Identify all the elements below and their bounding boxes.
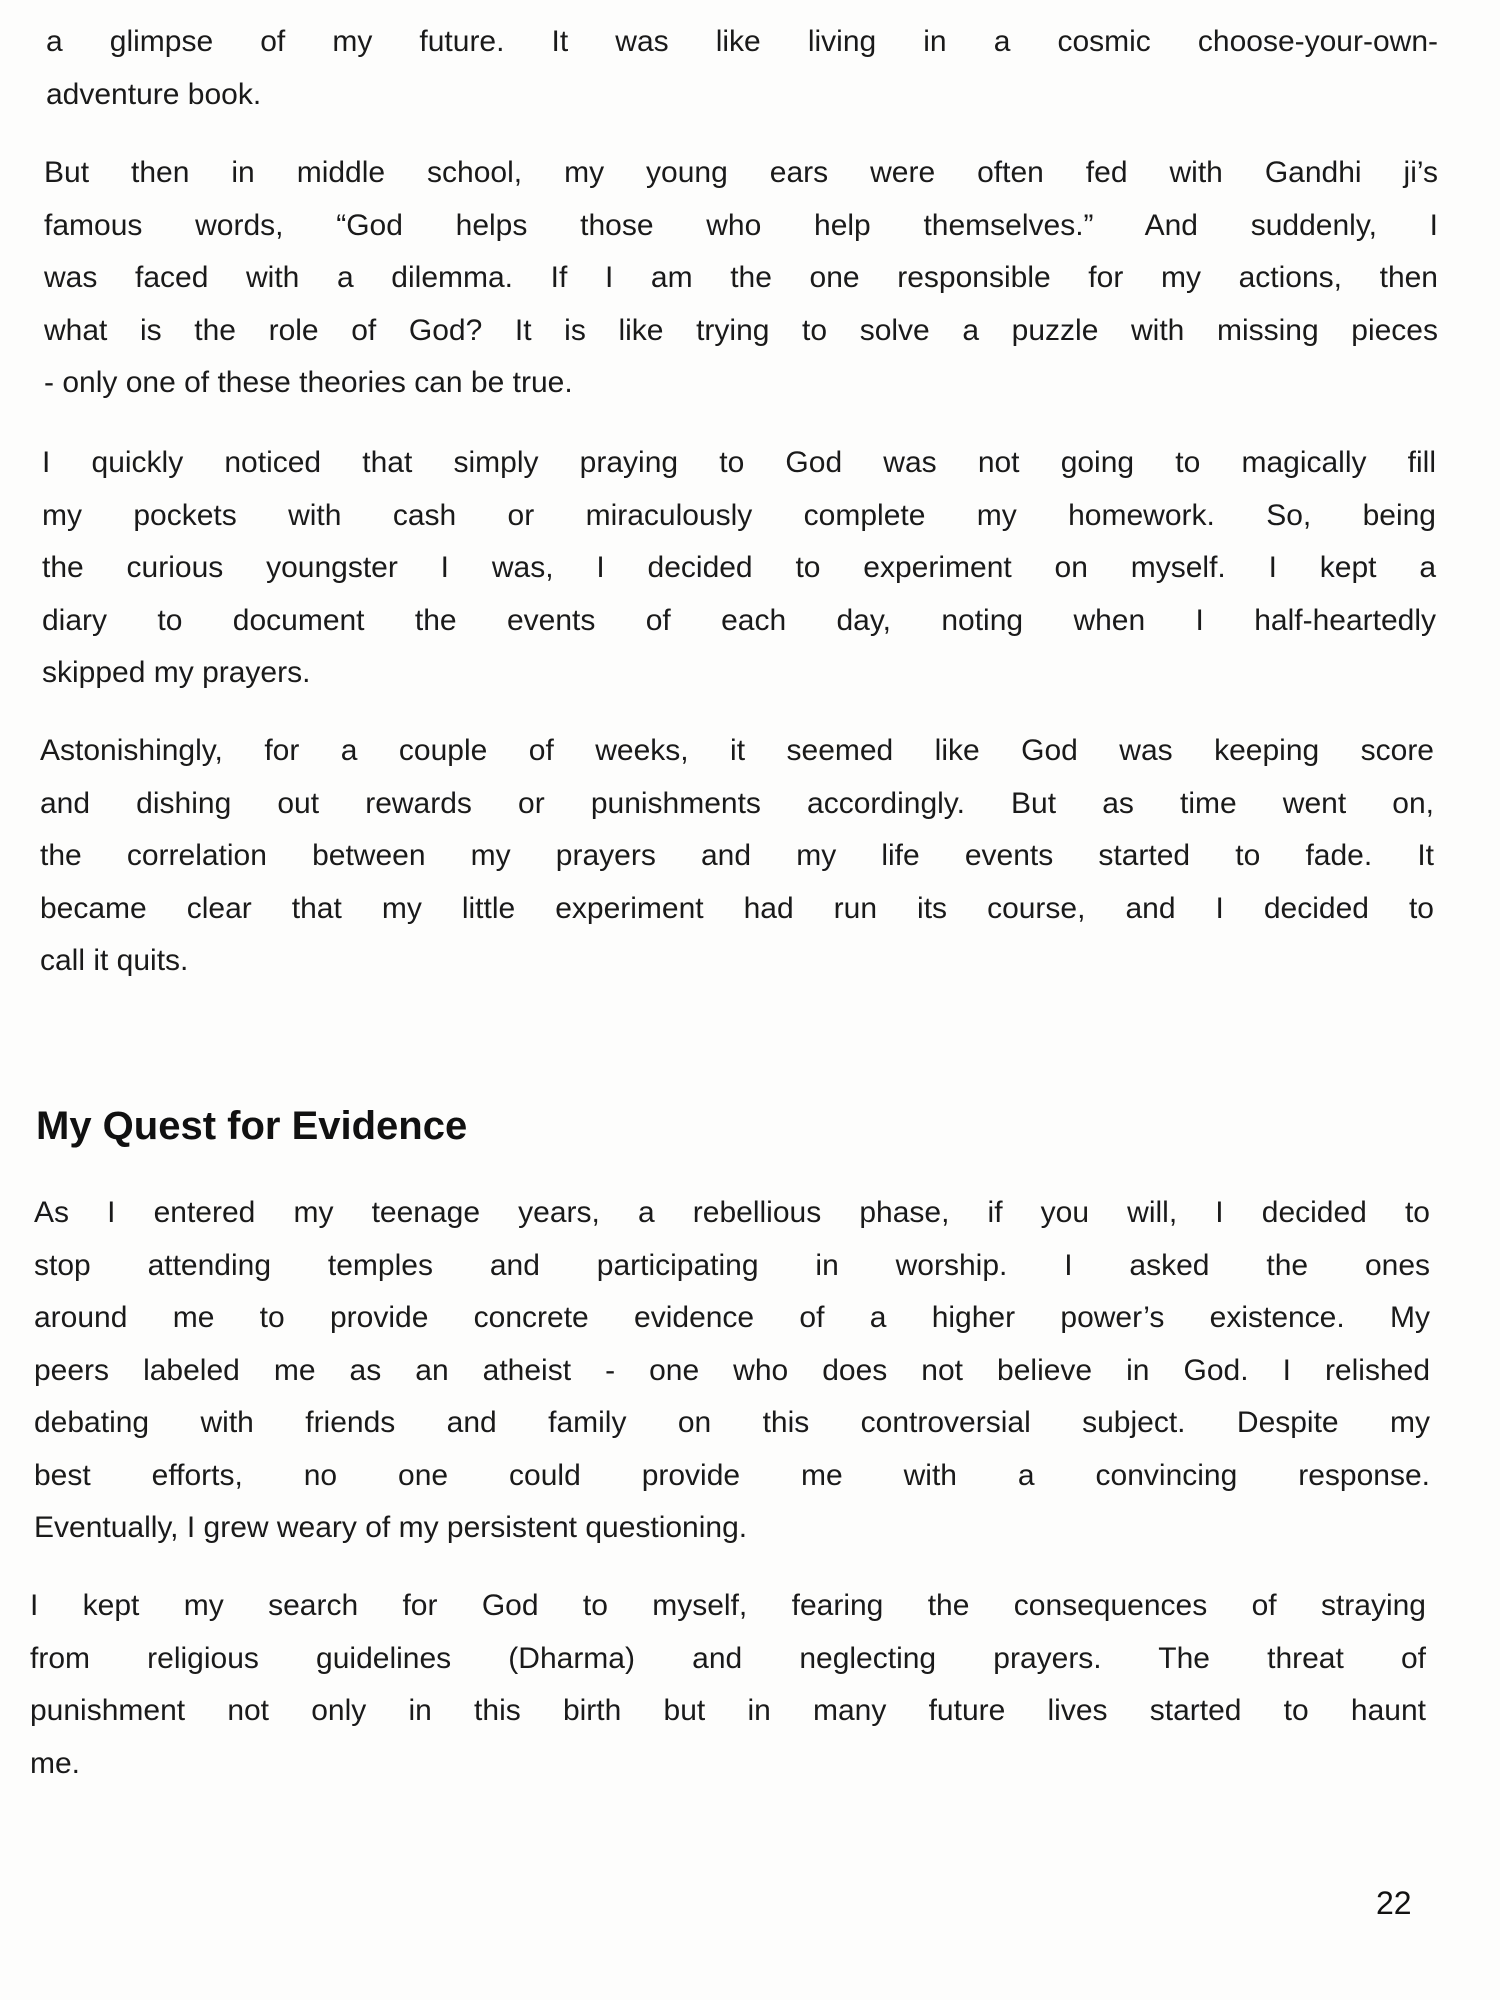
text-line: what is the role of God? It is like trying to solve a puzzle with missing pieces [44,313,1438,347]
text-line: the curious youngster I was, I decided to experiment on myself. I kept a [42,551,1436,584]
paragraph-4 [40,725,1434,988]
text-line: diary to document the events of each day, noting when I half-heartedly [42,603,1436,637]
text-line: call it quits. [40,944,189,977]
text-line: became clear that my little experiment had run its course, and I decided to [40,891,1434,925]
text-line: - only one of these theories can be true. [44,366,573,399]
text-line: my pockets with cash or miraculously complete my homework. So, being [42,498,1436,532]
text-line: stop attending temples and participating in worship. I asked the ones [34,1248,1430,1282]
text-line: and dishing out rewards or punishments accordingly. But as time went on, [40,786,1434,820]
text-line: But then in middle school, my young ears were often fed with Gandhi ji’s [44,156,1438,189]
text-line: adventure book. [46,77,262,111]
text-line: peers labeled me as an atheist - one who does not believe in God. I relished [34,1353,1430,1387]
text-line: best efforts, no one could provide me with a convincing response. [34,1458,1430,1492]
text-line: the correlation between my prayers and my life events started to fade. It [40,839,1434,872]
paragraph-1 [46,16,1438,121]
text-line: As I entered my teenage years, a rebellious phase, if you will, I decided to [34,1196,1430,1229]
text-line: I quickly noticed that simply praying to God was not going to magically fill [42,446,1436,479]
text-line: Eventually, I grew weary of my persistent questioning. [34,1511,748,1544]
paragraph-5 [34,1187,1430,1555]
paragraph-2 [44,147,1438,410]
text-line: famous words, “God helps those who help themselves.” And suddenly, I [44,208,1438,242]
text-line: a glimpse of my future. It was like living in a cosmic choose-your-own- [46,25,1438,58]
text-line: around me to provide concrete evidence of a higher power’s existence. My [34,1301,1430,1334]
section-heading: My Quest for Evidence [36,1104,468,1148]
text-line: I kept my search for God to myself, fearing the consequences of straying [30,1589,1426,1622]
text-line: me. [30,1746,81,1780]
text-line: from religious guidelines (Dharma) and neglecting prayers. The threat of [30,1641,1426,1675]
page-number: 22 [1376,1885,1412,1921]
text-line: was faced with a dilemma. If I am the one responsible for my actions, then [44,261,1438,294]
paragraph-3 [42,437,1436,700]
text-line: punishment not only in this birth but in many future lives started to haunt [30,1694,1426,1727]
text-line: Astonishingly, for a couple of weeks, it seemed like God was keeping score [40,734,1434,767]
paragraph-6 [30,1580,1426,1790]
text-line: skipped my prayers. [42,656,311,689]
text-line: debating with friends and family on this controversial subject. Despite my [34,1406,1430,1439]
